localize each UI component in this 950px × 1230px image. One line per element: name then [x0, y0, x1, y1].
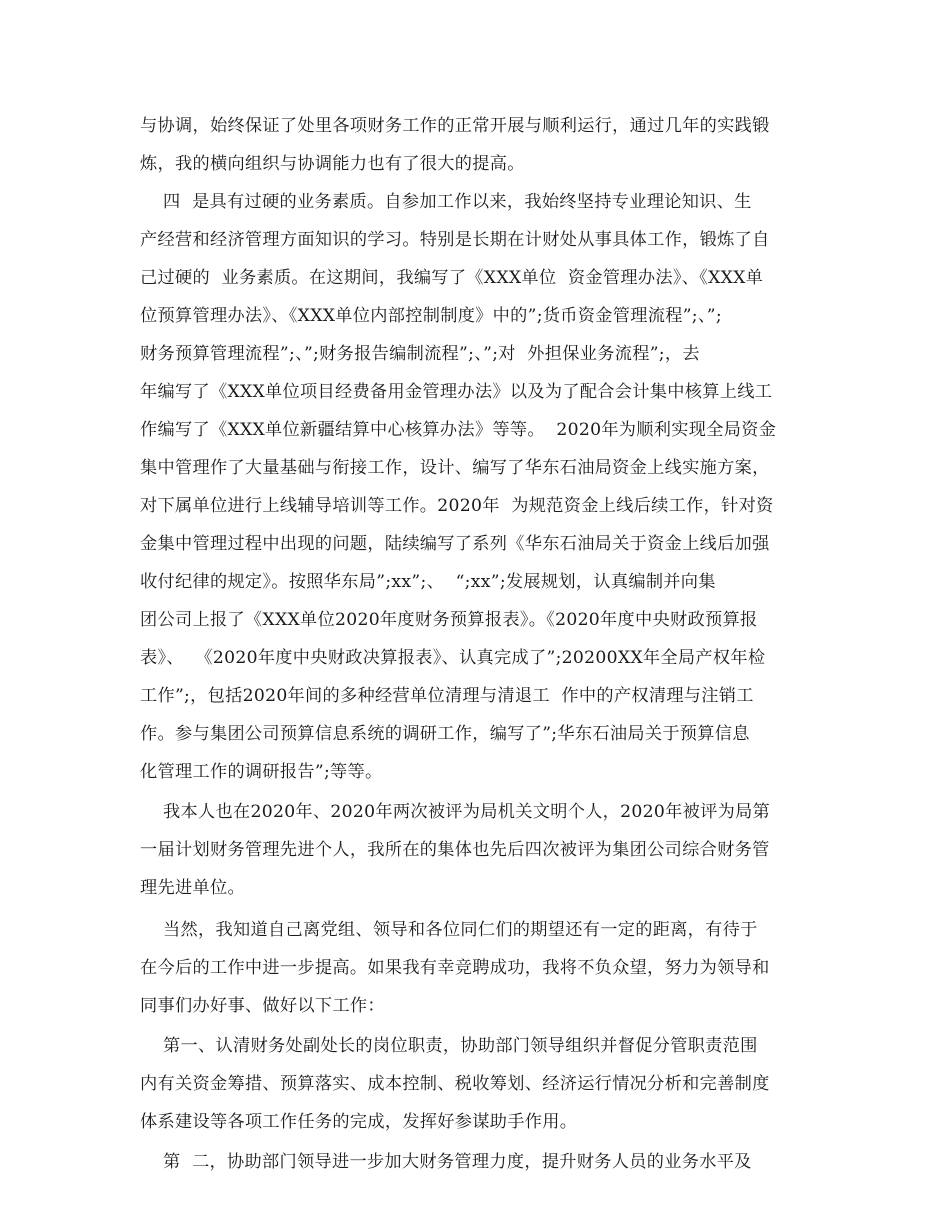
text-line: 内有关资金筹措、预算落实、成本控制、税收筹划、经济运行情况分析和完善制度	[140, 1074, 770, 1094]
text-line: 炼，我的横向组织与协调能力也有了很大的提高。	[140, 154, 525, 174]
text-line: 作编写了《XXX单位新疆结算中心核算办法》等等。 2020年为顺利实现全局资金	[140, 420, 777, 440]
text-line: 作。参与集团公司预算信息系统的调研工作，编写了”;华东石油局关于预算信息	[140, 724, 750, 744]
text-line: 四 是具有过硬的业务素质。自参加工作以来，我始终坚持专业理论知识、生	[140, 192, 752, 212]
text-line: 我本人也在2020年、2020年两次被评为局机关文明个人，2020年被评为局第	[140, 802, 771, 822]
text-line: 产经营和经济管理方面知识的学习。特别是长期在计财处从事具体工作，锻炼了自	[140, 230, 770, 250]
text-line: 化管理工作的调研报告”;等等。	[140, 762, 383, 782]
text-line: 金集中管理过程中出现的问题，陆续编写了系列《华东石油局关于资金上线后加强	[140, 534, 770, 554]
text-line: 表》、 《2020年度中央财政决算报表》、认真完成了”;20200XX年全局产权年检	[140, 648, 766, 668]
text-line: 第 二，协助部门领导进一步加大财务管理力度，提升财务人员的业务水平及	[140, 1152, 752, 1172]
text-line: 当然，我知道自己离党组、领导和各位同仁们的期望还有一定的距离，有待于	[140, 920, 758, 940]
text-line: 对下属单位进行上线辅导培训等工作。2020年 为规范资金上线后续工作，针对资	[140, 496, 774, 516]
text-line: 同事们办好事、做好以下工作：	[140, 996, 385, 1016]
text-line: 第一、认清财务处副处长的岗位职责，协助部门领导组织并督促分管职责范围	[140, 1036, 758, 1056]
text-line: 位预算管理办法》、《XXX单位内部控制制度》中的”;货币资金管理流程”;、”;	[140, 306, 722, 326]
text-line: 与协调，始终保证了处里各项财务工作的正常开展与顺利运行，通过几年的实践锻	[140, 116, 770, 136]
text-line: 年编写了《XXX单位项目经费备用金管理办法》以及为了配合会计集中核算上线工	[140, 382, 773, 402]
text-line: 一届计划财务管理先进个人，我所在的集体也先后四次被评为集团公司综合财务管	[140, 840, 770, 860]
text-line: 己过硬的 业务素质。在这期间，我编写了《XXX单位 资金管理办法》、《XXX单	[140, 268, 764, 288]
text-line: 体系建设等各项工作任务的完成，发挥好参谋助手作用。	[140, 1112, 578, 1132]
text-line: 在今后的工作中进一步提高。如果我有幸竞聘成功，我将不负众望，努力为领导和	[140, 958, 770, 978]
text-line: 工作”;，包括2020年间的多种经营单位清理与清退工 作中的产权清理与注销工	[140, 686, 754, 706]
text-line: 团公司上报了《XXX单位2020年度财务预算报表》。《2020年度中央财政预算报	[140, 610, 758, 630]
text-line: 收付纪律的规定》。按照华东局”;xx”;、 “;xx”;发展规划，认真编制并向集	[140, 572, 716, 592]
text-line: 理先进单位。	[140, 878, 245, 898]
text-line: 财务预算管理流程”;、”;财务报告编制流程”;、”;对 外担保业务流程”;，去	[140, 344, 700, 364]
text-line: 集中管理作了大量基础与衔接工作，设计、编写了华东石油局资金上线实施方案，	[140, 458, 770, 478]
